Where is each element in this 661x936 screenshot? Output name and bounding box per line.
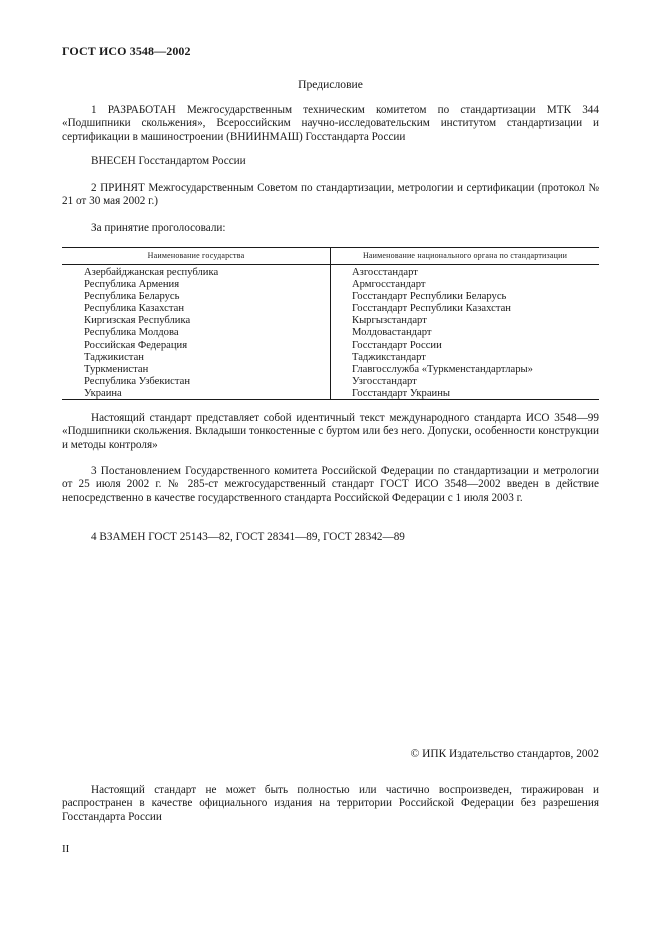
table-column-divider: [330, 247, 331, 400]
section-title: Предисловие: [298, 78, 363, 91]
table-cell-body: Армгосстандарт: [352, 279, 426, 291]
document-header: ГОСТ ИСО 3548—2002: [62, 44, 191, 58]
table-cell-body: Госстандарт России: [352, 339, 442, 351]
paragraph-developed: 1 РАЗРАБОТАН Межгосударственным техническим комитетом по стандартизации МТК 344 «Подшипники скольжения», Всероссийским научно-исследовательским институтом стандартизации и сертификации в машиностроении (ВНИИНМАШ) Госстандарта России: [62, 104, 599, 143]
table-cell-state: Республика Казахстан: [84, 303, 185, 315]
copyright-notice: © ИПК Издательство стандартов, 2002: [410, 748, 599, 760]
paragraph-identical: Настоящий стандарт представляет собой идентичный текст международного стандарта ИСО 3548—99 «Подшипники скольжения. Вкладыши тонкостенные с буртом или без него. Допуски, особенности конструкции и методы контроля»: [62, 412, 599, 451]
paragraph-introduced: ВНЕСЕН Госстандартом России: [91, 155, 246, 167]
table-cell-state: Республика Узбекистан: [84, 375, 191, 387]
table-cell-body: Госстандарт Республики Беларусь: [352, 291, 507, 303]
table-cell-body: Узгосстандарт: [352, 375, 417, 387]
table-cell-state: Киргизская Республика: [84, 315, 191, 327]
paragraph-reproduction: Настоящий стандарт не может быть полностью или частично воспроизведен, тиражирован и распространен в качестве официального издания на территории Российской Федерации без разрешения Госстандарта России: [62, 784, 599, 823]
table-cell-state: Украина: [84, 387, 122, 399]
table-cell-state: Республика Беларусь: [84, 291, 180, 303]
table-cell-body: Госстандарт Украины: [352, 387, 450, 399]
table-cell-state: Республика Армения: [84, 279, 180, 291]
table-cell-body: Азгосстандарт: [352, 267, 418, 278]
paragraph-voted: За принятие проголосовали:: [91, 222, 226, 234]
table-header-body: Наименование национального органа по стандартизации: [362, 251, 568, 260]
page-number: II: [62, 843, 70, 855]
paragraph-adopted: 2 ПРИНЯТ Межгосударственным Советом по стандартизации, метрологии и сертификации (протокол № 21 от 30 мая 2002 г.): [62, 182, 599, 208]
table-cell-state: Туркменистан: [84, 363, 149, 375]
bodies-column: [352, 267, 533, 400]
table-header-state: Наименование государства: [147, 251, 245, 260]
states-column: [84, 267, 218, 400]
paragraph-replaces: 4 ВЗАМЕН ГОСТ 25143—82, ГОСТ 28341—89, ГОСТ 28342—89: [91, 531, 405, 543]
table-cell-state: Азербайджанская республика: [84, 267, 219, 278]
table-cell-body: Кыргызстандарт: [352, 315, 427, 327]
table-cell-body: Молдовастандарт: [352, 327, 432, 339]
table-cell-body: Таджикстандарт: [352, 351, 426, 363]
table-cell-state: Таджикистан: [84, 351, 144, 363]
table-cell-state: Российская Федерация: [84, 339, 188, 351]
voting-table: [62, 247, 599, 400]
paragraph-resolution: 3 Постановлением Государственного комитета Российской Федерации по стандартизации и метрологии от 25 июля 2002 г. № 285-ст межгосударственный стандарт ГОСТ ИСО 3548—2002 введен в действие непосредственно в качестве государственного стандарта Российской Федерации с 1 июля 2003 г.: [62, 465, 599, 504]
table-cell-state: Республика Молдова: [84, 327, 179, 339]
table-cell-body: Главгосслужба «Туркменстандартлары»: [352, 363, 533, 375]
table-cell-body: Госстандарт Республики Казахстан: [352, 303, 511, 315]
